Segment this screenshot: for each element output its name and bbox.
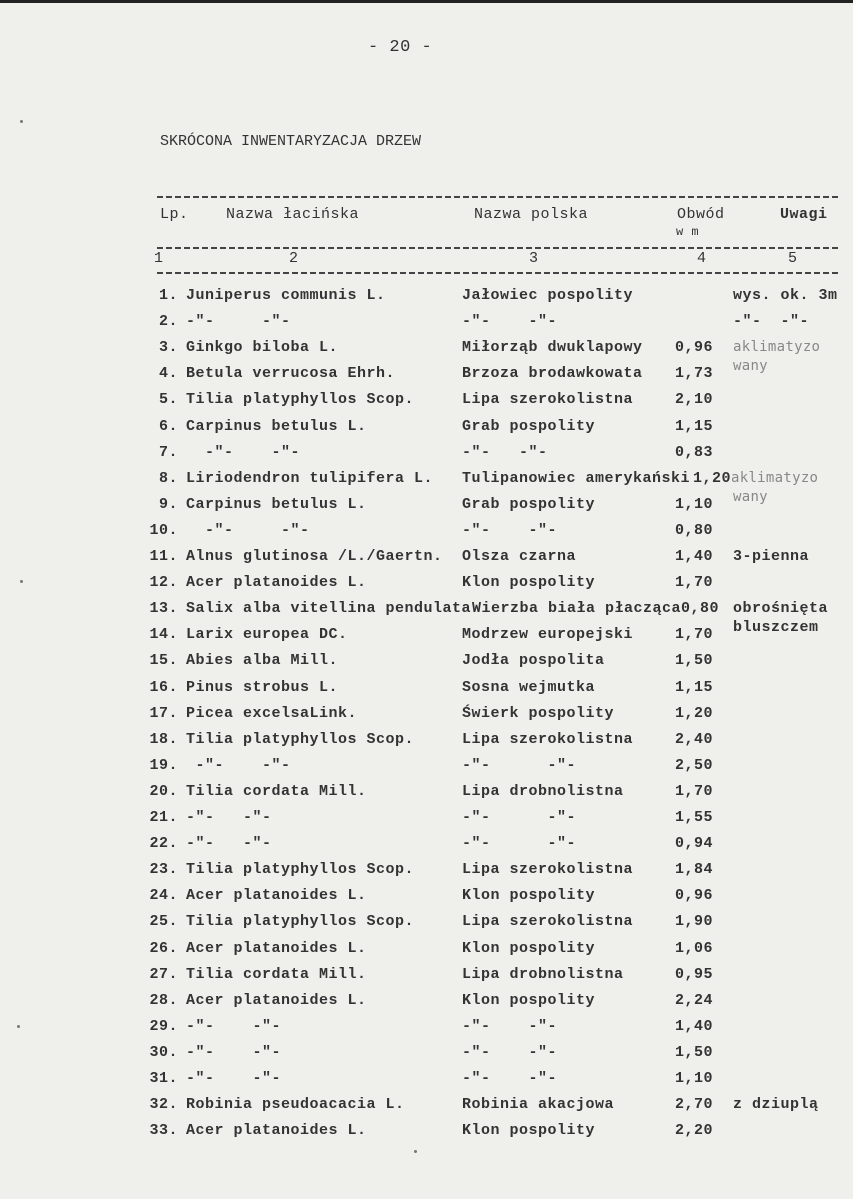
row-number: 33.: [149, 1122, 178, 1140]
row-number: 12.: [149, 574, 178, 592]
polish-name: -"- -"-: [462, 809, 577, 826]
circumference: 0,96: [675, 887, 714, 905]
polish-name: Klon pospolity: [462, 939, 596, 957]
circumference: 1,06: [675, 939, 714, 957]
latin-name: -"- -"-: [186, 443, 301, 461]
polish-name: Wierzba biała płacząca: [472, 600, 682, 618]
table-row: [0, 600, 853, 624]
remarks: -"- -"-: [733, 313, 810, 331]
remarks: wys. ok. 3m: [733, 287, 838, 304]
polish-name: Klon pospolity: [462, 1122, 596, 1140]
circumference: 1,40: [675, 1017, 714, 1035]
circumference: 0,80: [675, 521, 714, 539]
polish-name: -"- -"-: [462, 756, 577, 774]
table-row: [0, 809, 853, 833]
circumference: 0,94: [675, 835, 714, 853]
circumference: 1,50: [675, 652, 714, 670]
remarks: wany: [733, 488, 768, 505]
table-row: [0, 861, 853, 885]
latin-name: -"- -"-: [186, 1017, 282, 1035]
circumference: 1,15: [675, 417, 714, 435]
polish-name: Grab pospolity: [462, 417, 596, 435]
polish-name: -"- -"-: [462, 1070, 558, 1087]
header-latin: Nazwa łacińska: [226, 206, 360, 223]
latin-name: Tilia platyphyllos Scop.: [186, 391, 415, 409]
latin-name: Tilia platyphyllos Scop.: [186, 913, 415, 931]
row-number: 7.: [158, 443, 178, 461]
row-number: 20.: [149, 782, 178, 800]
table-row: [0, 488, 853, 520]
circumference: 1,20: [675, 704, 714, 722]
polish-name: Sosna wejmutka: [462, 678, 596, 696]
table-row: [0, 940, 853, 964]
circumference: 0,80: [681, 600, 720, 618]
latin-name: Carpinus betulus L.: [186, 495, 367, 513]
table-row: [0, 705, 853, 729]
latin-name: Acer platanoides L.: [186, 939, 367, 957]
remarks: 3-pienna: [733, 548, 810, 565]
row-number: 24.: [149, 887, 178, 905]
row-number: 9.: [158, 495, 178, 513]
polish-name: Lipa szerokolistna: [462, 913, 634, 931]
polish-name: -"- -"-: [462, 1017, 558, 1035]
row-number: 26.: [149, 939, 178, 957]
polish-name: Robinia akacjowa: [462, 1096, 615, 1114]
row-number: 19.: [149, 756, 178, 774]
row-number: 5.: [158, 391, 178, 409]
table-row: [0, 1096, 853, 1120]
table-row: [0, 418, 853, 442]
column-number-3: 3: [529, 250, 539, 267]
header-obwod-unit: w m: [676, 225, 700, 239]
table-row: [0, 470, 853, 494]
latin-name: Acer platanoides L.: [186, 1122, 367, 1140]
column-number-2: 2: [289, 250, 299, 267]
circumference: 2,20: [675, 1122, 714, 1140]
table-row: [0, 522, 853, 546]
latin-name: Juniperus communis L.: [186, 287, 386, 304]
latin-name: -"- -"-: [186, 521, 310, 539]
polish-name: -"- -"-: [462, 835, 577, 853]
circumference: 2,10: [675, 391, 714, 409]
row-number: 3.: [158, 339, 178, 357]
polish-name: Klon pospolity: [462, 991, 596, 1009]
row-number: 16.: [149, 678, 178, 696]
latin-name: Tilia cordata Mill.: [186, 782, 367, 800]
row-number: 22.: [149, 835, 178, 853]
remarks: aklimatyzo: [731, 469, 819, 486]
polish-name: Grab pospolity: [462, 495, 596, 513]
polish-name: Olsza czarna: [462, 548, 577, 565]
row-number: 17.: [149, 704, 178, 722]
latin-name: Alnus glutinosa /L./Gaertn.: [186, 548, 443, 565]
circumference: 1,10: [675, 1070, 714, 1087]
table-row: [0, 966, 853, 990]
polish-name: Modrzew europejski: [462, 626, 634, 644]
polish-name: Lipa drobnolistna: [462, 782, 624, 800]
table-row: [0, 1018, 853, 1042]
latin-name: Liriodendron tulipifera L.: [186, 469, 434, 487]
latin-name: Acer platanoides L.: [186, 991, 367, 1009]
polish-name: Klon pospolity: [462, 887, 596, 905]
polish-name: Lipa drobnolistna: [462, 965, 624, 983]
remarks: aklimatyzo: [733, 339, 821, 356]
polish-name: Klon pospolity: [462, 574, 596, 592]
latin-name: Abies alba Mill.: [186, 652, 339, 670]
latin-name: Larix europea DC.: [186, 626, 348, 644]
row-number: 18.: [149, 730, 178, 748]
latin-name: -"- -"-: [186, 809, 272, 826]
table-row: [0, 887, 853, 911]
latin-name: -"- -"-: [186, 835, 272, 853]
circumference: 0,95: [675, 965, 714, 983]
circumference: 1,15: [675, 678, 714, 696]
remarks: obrośnięta: [733, 600, 829, 618]
table-row: [0, 444, 853, 468]
latin-name: Robinia pseudoacacia L.: [186, 1096, 405, 1114]
header-polish: Nazwa polska: [474, 206, 589, 223]
table-row: [0, 391, 853, 415]
scan-mark: [17, 1025, 20, 1028]
table-rule-bottom: [157, 272, 839, 274]
table-row: [0, 783, 853, 807]
row-number: 6.: [158, 417, 178, 435]
circumference: 2,24: [675, 991, 714, 1009]
row-number: 30.: [149, 1043, 178, 1061]
polish-name: -"- -"-: [462, 313, 558, 331]
latin-name: Picea excelsaLink.: [186, 704, 358, 722]
circumference: 0,83: [675, 443, 714, 461]
circumference: 1,73: [675, 365, 714, 383]
table-row: [0, 1044, 853, 1068]
circumference: 2,70: [675, 1096, 714, 1114]
page-number: - 20 -: [368, 38, 433, 57]
table-row: [0, 1070, 853, 1094]
table-row: [0, 992, 853, 1016]
table-rule-top: [157, 196, 839, 198]
row-number: 2.: [158, 313, 178, 331]
polish-name: Lipa szerokolistna: [462, 861, 634, 879]
row-number: 32.: [149, 1096, 178, 1114]
polish-name: -"- -"-: [462, 443, 548, 461]
polish-name: Brzoza brodawkowata: [462, 365, 643, 383]
circumference: 0,96: [675, 339, 714, 357]
table-row: [0, 731, 853, 755]
row-number: 1.: [158, 287, 178, 304]
row-number: 23.: [149, 861, 178, 879]
latin-name: -"- -"-: [186, 756, 291, 774]
latin-name: Salix alba vitellina pendulata: [186, 600, 472, 618]
table-row: [0, 313, 853, 337]
circumference: 1,50: [675, 1043, 714, 1061]
table-row: [0, 339, 853, 363]
column-number-4: 4: [697, 250, 707, 267]
circumference: 1,84: [675, 861, 714, 879]
latin-name: -"- -"-: [186, 1043, 282, 1061]
polish-name: Jodła pospolita: [462, 652, 605, 670]
row-number: 29.: [149, 1017, 178, 1035]
table-row: [0, 358, 853, 389]
column-number-1: 1: [154, 250, 164, 267]
latin-name: Betula verrucosa Ehrh.: [186, 365, 396, 383]
circumference: 1,70: [675, 574, 714, 592]
latin-name: Tilia platyphyllos Scop.: [186, 730, 415, 748]
scan-mark: [20, 580, 23, 583]
latin-name: Acer platanoides L.: [186, 887, 367, 905]
table-row: [0, 913, 853, 937]
remarks: z dziuplą: [733, 1096, 819, 1114]
latin-name: Pinus strobus L.: [186, 678, 339, 696]
table-row: [0, 835, 853, 859]
table-row: [0, 652, 853, 676]
latin-name: Tilia platyphyllos Scop.: [186, 861, 415, 879]
circumference: 2,40: [675, 730, 714, 748]
remarks: wany: [733, 358, 768, 375]
row-number: 10.: [149, 521, 178, 539]
polish-name: Świerk pospolity: [462, 704, 615, 722]
row-number: 8.: [158, 469, 178, 487]
latin-name: Ginkgo biloba L.: [186, 339, 339, 357]
table-rule-mid: [157, 247, 839, 249]
latin-name: Carpinus betulus L.: [186, 417, 367, 435]
scan-mark: [414, 1150, 417, 1153]
polish-name: Miłorząb dwuklapowy: [462, 339, 643, 357]
row-number: 15.: [149, 652, 178, 670]
header-lp: Lp.: [160, 206, 189, 223]
circumference: 1,55: [675, 809, 714, 826]
scan-mark: [20, 120, 23, 123]
latin-name: -"- -"-: [186, 1070, 282, 1087]
document-title: SKRÓCONA INWENTARYZACJA DRZEW: [160, 133, 422, 150]
circumference: 1,10: [675, 495, 714, 513]
circumference: 1,20: [693, 469, 732, 487]
polish-name: Lipa szerokolistna: [462, 730, 634, 748]
header-uwagi: Uwagi: [780, 206, 828, 223]
row-number: 31.: [149, 1070, 178, 1087]
table-row: [0, 574, 853, 598]
remarks: bluszczem: [733, 619, 819, 637]
scan-edge: [0, 0, 853, 3]
circumference: 1,70: [675, 626, 714, 644]
polish-name: Tulipanowiec amerykański: [462, 469, 691, 487]
table-row: [0, 619, 853, 650]
table-row: [0, 548, 853, 572]
table-row: [0, 287, 853, 311]
polish-name: -"- -"-: [462, 521, 558, 539]
latin-name: Tilia cordata Mill.: [186, 965, 367, 983]
column-number-5: 5: [788, 250, 798, 267]
row-number: 13.: [149, 600, 178, 618]
row-number: 25.: [149, 913, 178, 931]
circumference: 2,50: [675, 756, 714, 774]
circumference: 1,70: [675, 782, 714, 800]
latin-name: Acer platanoides L.: [186, 574, 367, 592]
circumference: 1,40: [675, 548, 714, 565]
row-number: 4.: [158, 365, 178, 383]
polish-name: -"- -"-: [462, 1043, 558, 1061]
header-obwod: Obwód: [677, 206, 725, 223]
latin-name: -"- -"-: [186, 313, 291, 331]
polish-name: Lipa szerokolistna: [462, 391, 634, 409]
table-row: [0, 679, 853, 703]
table-row: [0, 1122, 853, 1146]
row-number: 27.: [149, 965, 178, 983]
polish-name: Jałowiec pospolity: [462, 287, 634, 304]
row-number: 11.: [149, 548, 178, 565]
circumference: 1,90: [675, 913, 714, 931]
row-number: 14.: [149, 626, 178, 644]
row-number: 28.: [149, 991, 178, 1009]
row-number: 21.: [149, 809, 178, 826]
table-row: [0, 757, 853, 781]
